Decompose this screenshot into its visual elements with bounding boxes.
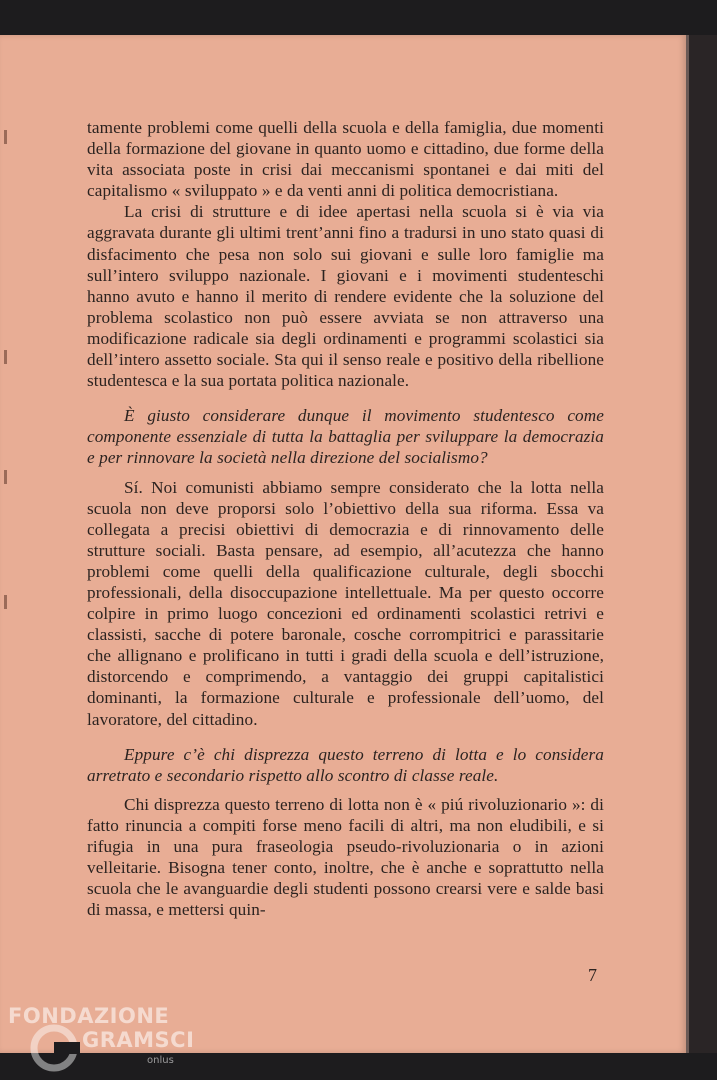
text-line: viata se non attraverso una modificazione radicale sia degli ordi bbox=[87, 307, 604, 348]
text-line: non eludibili, e si rifugia in una pura fraseologia pseudo-rivolu bbox=[87, 815, 604, 856]
text-line: La crisi di strutture e di idee apertasi nella scuola si è via bbox=[124, 202, 583, 222]
text-line: Eppure c’è chi disprezza questo terreno di lotta e lo consi bbox=[124, 744, 573, 764]
page-edge-strip bbox=[686, 35, 717, 1053]
text-line: turale e professionale dell’uomo, del lavoratore, del cittadino. bbox=[87, 688, 604, 729]
text-line: dera arretrato e secondario rispetto allo scontro di classe reale. bbox=[87, 744, 604, 785]
paragraph-1 bbox=[87, 117, 604, 201]
text-line: stato quasi di disfacimento che pesa non solo sui giovani e sulle bbox=[87, 223, 604, 264]
watermark-onlus: onlus bbox=[147, 1055, 174, 1066]
text-line: zionaria o in azioni velleitarie. Bisogna tener conto, inoltre, che bbox=[87, 837, 604, 878]
text-line: namenti e programmi scolastici sia dell’intero assetto sociale. Sta bbox=[87, 328, 604, 370]
text-line: Chi disprezza questo terreno di lotta non è « piú rivoluzio bbox=[124, 794, 532, 814]
text-line: a vantaggio dei gruppi capitalistici dominanti, la formazione cul bbox=[87, 667, 604, 708]
paragraph-3 bbox=[87, 477, 604, 730]
watermark-circle-icon bbox=[28, 1022, 80, 1074]
text-line: Ma per questo occorre colpire in primo luogo concezioni ed ordi bbox=[87, 582, 604, 624]
paragraph-4 bbox=[87, 794, 604, 921]
page-number: 7 bbox=[588, 965, 597, 985]
interview-question-1 bbox=[87, 405, 604, 468]
text-line: momenti della formazione del giovane in quanto uomo e citta bbox=[87, 118, 604, 159]
text-line: dente che la soluzione del problema scolastico non può essere av bbox=[87, 286, 604, 327]
text-line: mocrazia e per rinnovare la società nella direzione del socialismo? bbox=[87, 427, 604, 468]
text-line: menti studenteschi hanno avuto e hanno il merito di rendere evi bbox=[87, 265, 605, 306]
fondazione-gramsci-watermark bbox=[0, 1000, 200, 1080]
text-line: È giusto considerare dunque il movimento studentesco come bbox=[124, 406, 604, 426]
watermark-line-2: GRAMSCI bbox=[82, 1028, 195, 1052]
watermark-line-1: FONDAZIONE bbox=[8, 1004, 170, 1028]
text-line: loro famiglie ma sull’intero sviluppo nazionale. I giovani e i movi bbox=[87, 244, 604, 285]
text-line: namenti scolastici retrivi e classisti, sacche di potere baronale, co bbox=[87, 604, 604, 645]
text-line: rale, degli sbocchi professionali, della disoccupazione intellettuale. bbox=[87, 561, 604, 602]
text-line: di politica democristiana. bbox=[381, 181, 559, 201]
text-line: spontanei e dai miti del capitalismo « sviluppato » e da venti anni bbox=[87, 160, 604, 201]
text-line: via aggravata durante gli ultimi trent’anni fino a tradursi in uno bbox=[87, 202, 604, 243]
text-line: componente essenziale di tutta la battaglia per sviluppare la de bbox=[87, 427, 540, 447]
text-line: è anche e soprattutto nella scuola che le avanguardie degli stu bbox=[87, 858, 604, 899]
text-line: dino, due forme della vita associata poste in crisi dai meccanismi bbox=[87, 139, 604, 180]
text-line: mento delle strutture sociali. Basta pensare, ad esempio, all’acu bbox=[87, 519, 604, 560]
text-line: tezza che hanno problemi come quelli della qualificazione cultu bbox=[87, 540, 604, 581]
interview-question-2 bbox=[87, 744, 604, 786]
text-line: denti possono crearsi vere e salde basi di massa, e mettersi quin- bbox=[87, 879, 604, 920]
text-line: nella scuola non deve proporsi solo l’obiettivo della sua riforma. bbox=[87, 477, 604, 518]
text-line: Sí. Noi comunisti abbiamo sempre considerato che la lotta bbox=[124, 477, 571, 497]
text-line: Essa va collegata a precisi obiettivi di democrazia e di rinnova bbox=[87, 498, 604, 539]
text-line: tamente problemi come quelli della scuola e della famiglia, due bbox=[87, 118, 543, 137]
text-line: i gradi della scuola e dell’istruzione, distorcendo e comprimendo, bbox=[87, 646, 604, 687]
text-line: sche corrompitrici e parassitarie che allignano e prolificano in tutti bbox=[87, 625, 605, 666]
text-line: nario »: di fatto rinuncia a compiti forse meno facili di altri, ma bbox=[87, 794, 604, 835]
text-line: qui il senso reale e positivo della ribellione studentesca e la sua bbox=[87, 350, 604, 391]
paragraph-2 bbox=[87, 201, 604, 391]
body-text bbox=[87, 117, 604, 920]
text-line: portata politica nazionale. bbox=[228, 371, 410, 391]
